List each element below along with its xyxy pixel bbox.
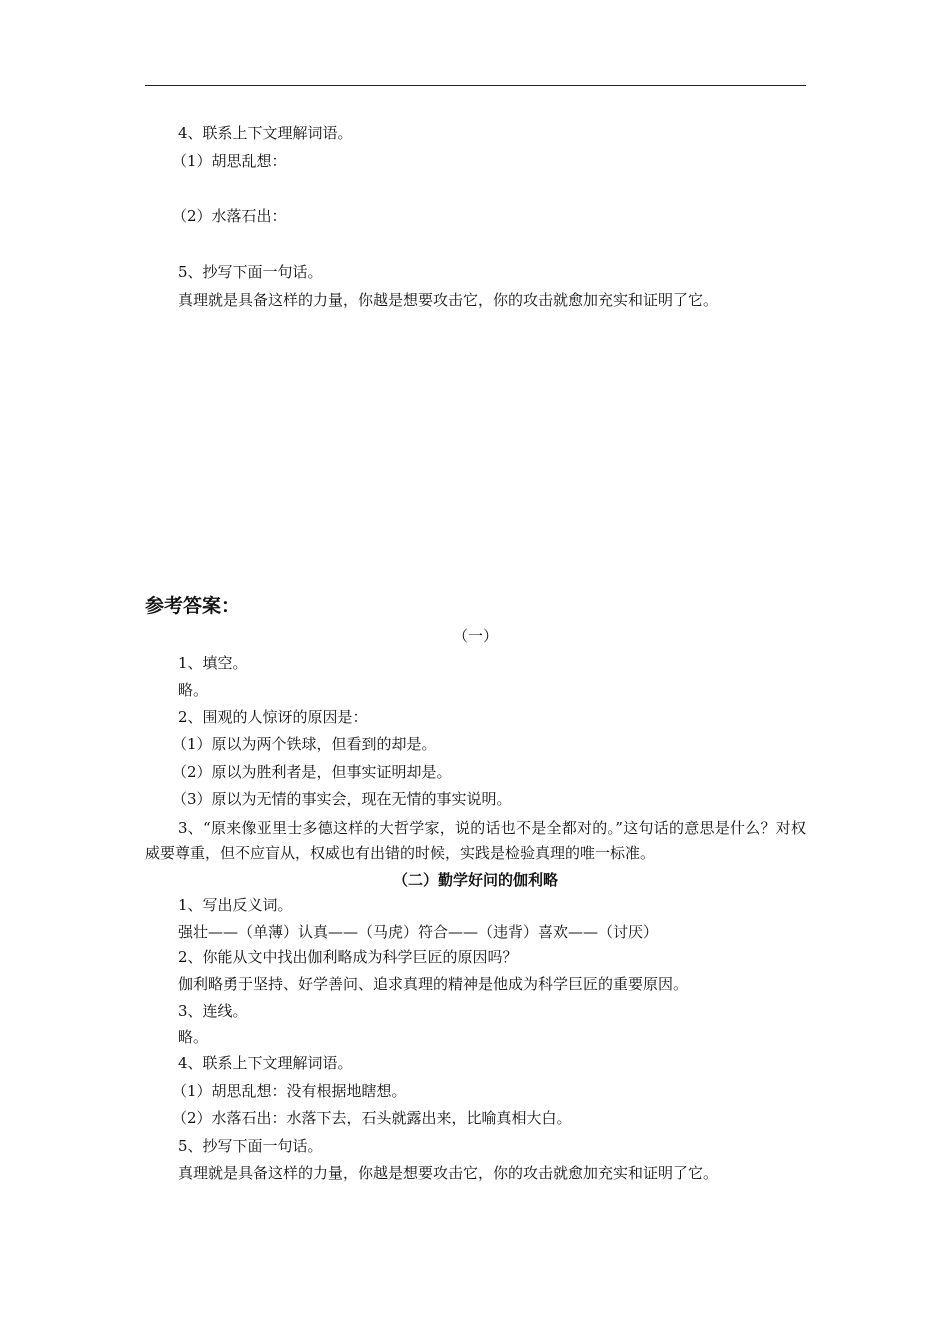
part1-a1-title: 1、填空。: [178, 654, 248, 672]
part1-a2-item-3: （3）原以为无情的事实会，现在无情的事实说明。: [172, 790, 512, 808]
part2-a2-answer: 伽利略勇于坚持、好学善问、追求真理的精神是他成为科学巨匠的重要原因。: [178, 975, 689, 993]
part2-a4-title: 4、联系上下文理解词语。: [178, 1054, 353, 1072]
part2-a3-answer: 略。: [178, 1028, 209, 1046]
part2-a3-title: 3、连线。: [178, 1002, 248, 1020]
part2-title: （二）勤学好问的伽利略: [392, 871, 558, 889]
q4-item-2: （2）水落石出：: [172, 207, 287, 225]
part2-a5-sentence: 真理就是具备这样的力量，你越是想要攻击它，你的攻击就愈加充实和证明了它。: [178, 1164, 719, 1182]
part1-a1-answer: 略。: [178, 681, 209, 699]
part2-a2-title: 2、你能从文中找出伽利略成为科学巨匠的原因吗？: [178, 948, 518, 966]
q4-title: 4、联系上下文理解词语。: [178, 124, 353, 142]
q5-title: 5、抄写下面一句话。: [178, 263, 323, 281]
part1-a2-title: 2、围观的人惊讶的原因是：: [178, 708, 368, 726]
part2-a5-title: 5、抄写下面一句话。: [178, 1137, 323, 1155]
q4-item-1: （1）胡思乱想：: [172, 152, 287, 170]
q5-sentence: 真理就是具备这样的力量，你越是想要攻击它，你的攻击就愈加充实和证明了它。: [178, 291, 719, 309]
answers-heading: 参考答案：: [145, 595, 241, 617]
part1-a2-item-2: （2）原以为胜利者是，但事实证明却是。: [172, 763, 452, 781]
part2-a1-title: 1、写出反义词。: [178, 896, 293, 914]
part2-a4-item-2: （2）水落石出：水落下去，石头就露出来，比喻真相大白。: [172, 1109, 572, 1127]
part1-a3-paragraph: 3、“原来像亚里士多德这样的大哲学家，说的话也不是全都对的。”这句话的意思是什么？对权威要尊重，但不应盲从，权威也有出错的时候，实践是检验真理的唯一标准。: [145, 819, 806, 862]
header-rule: [145, 85, 806, 86]
part2-a1-answer: 强壮——（单薄）认真——（马虎）符合——（违背）喜欢——（讨厌）: [178, 923, 659, 941]
part1-a2-item-1: （1）原以为两个铁球，但看到的却是。: [172, 735, 437, 753]
part1-title: （一）: [452, 627, 498, 645]
part2-a4-item-1: （1）胡思乱想：没有根据地瞎想。: [172, 1082, 407, 1100]
